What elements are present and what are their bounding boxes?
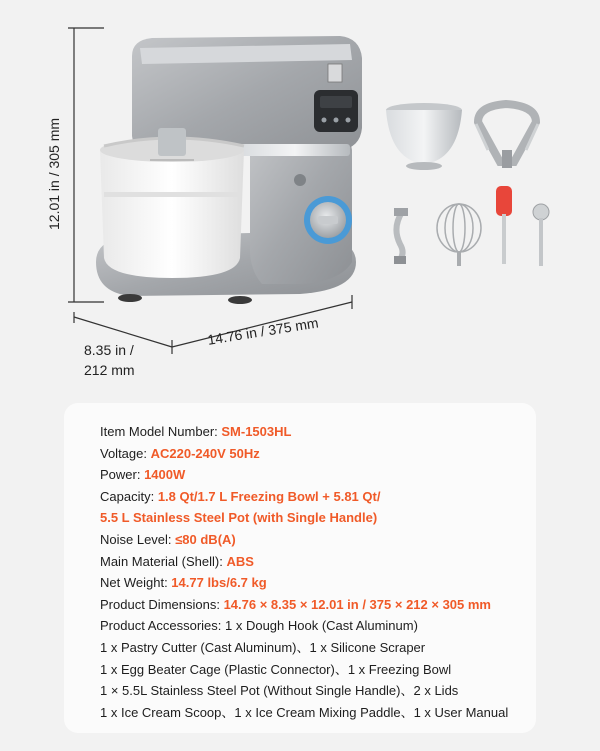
spec-accessory-line: 1 x Egg Beater Cage (Plastic Connector)、1 x Freezing Bowl xyxy=(100,661,452,677)
spec-capacity-value2: 5.5 L Stainless Steel Pot (with Single Handle) xyxy=(100,510,378,526)
spec-card xyxy=(64,403,536,733)
spec-accessory-line: 1 x Ice Cream Scoop、1 x Ice Cream Mixing Paddle、1 x User Manual xyxy=(100,704,509,720)
spec-weight-label: Net Weight: xyxy=(100,575,172,591)
spec-accessory-line: 1 x Pastry Cutter (Cast Aluminum)、1 x Silicone Scraper xyxy=(100,639,426,655)
spec-weight-value: 14.77 lbs/6.7 kg xyxy=(171,575,267,591)
accessory-whisk xyxy=(437,204,481,266)
depth-dimension-line1: 8.35 in / xyxy=(84,342,134,358)
accessory-silicone-scraper xyxy=(496,186,512,264)
accessory-steel-bowl xyxy=(386,103,462,170)
spec-dimensions-value: 14.76 × 8.35 × 12.01 in / 375 × 212 × 305 mm xyxy=(223,596,491,612)
spec-dimensions xyxy=(100,594,508,616)
depth-dimension-label xyxy=(84,340,164,380)
spec-capacity xyxy=(100,486,508,508)
stand-mixer xyxy=(96,36,362,304)
accessory-dough-hook xyxy=(394,208,408,264)
spec-material xyxy=(100,551,508,573)
accessory-mixing-paddle xyxy=(476,104,538,168)
spec-dimensions-label: Product Dimensions: xyxy=(100,596,224,612)
spec-capacity-label: Capacity: xyxy=(100,488,158,504)
spec-accessory-line: 1 × 5.5L Stainless Steel Pot (Without Single Handle)、2 x Lids xyxy=(100,683,459,699)
depth-dimension-line2: 212 mm xyxy=(84,362,135,378)
spec-list xyxy=(100,421,508,723)
spec-voltage-value: AC220-240V 50Hz xyxy=(150,445,260,461)
spec-model-value: SM-1503HL xyxy=(221,424,292,439)
spec-voltage-label: Voltage: xyxy=(100,445,151,461)
spec-power xyxy=(100,464,508,486)
spec-noise-value: ≤80 dB(A) xyxy=(175,531,236,547)
spec-accessory-line: Product Accessories: 1 x Dough Hook (Cast Aluminum) xyxy=(100,618,418,634)
height-dimension-label: 12.01 in / 305 mm xyxy=(46,117,62,230)
spec-model-label: Item Model Number: xyxy=(100,424,222,439)
spec-power-label: Power: xyxy=(100,467,145,483)
spec-material-label: Main Material (Shell): xyxy=(100,553,227,569)
spec-model xyxy=(100,421,508,443)
spec-capacity-cont xyxy=(100,507,508,529)
spec-material-value: ABS xyxy=(226,553,254,569)
spec-capacity-value1: 1.8 Qt/1.7 L Freezing Bowl + 5.81 Qt/ xyxy=(157,488,381,504)
spec-noise-label: Noise Level: xyxy=(100,531,176,547)
width-dimension-label: 14.76 in / 375 mm xyxy=(206,314,320,348)
spec-power-value: 1400W xyxy=(144,467,186,483)
spec-weight xyxy=(100,572,508,594)
spec-voltage xyxy=(100,443,508,465)
accessory-ice-cream-scoop xyxy=(533,204,549,266)
spec-noise xyxy=(100,529,508,551)
